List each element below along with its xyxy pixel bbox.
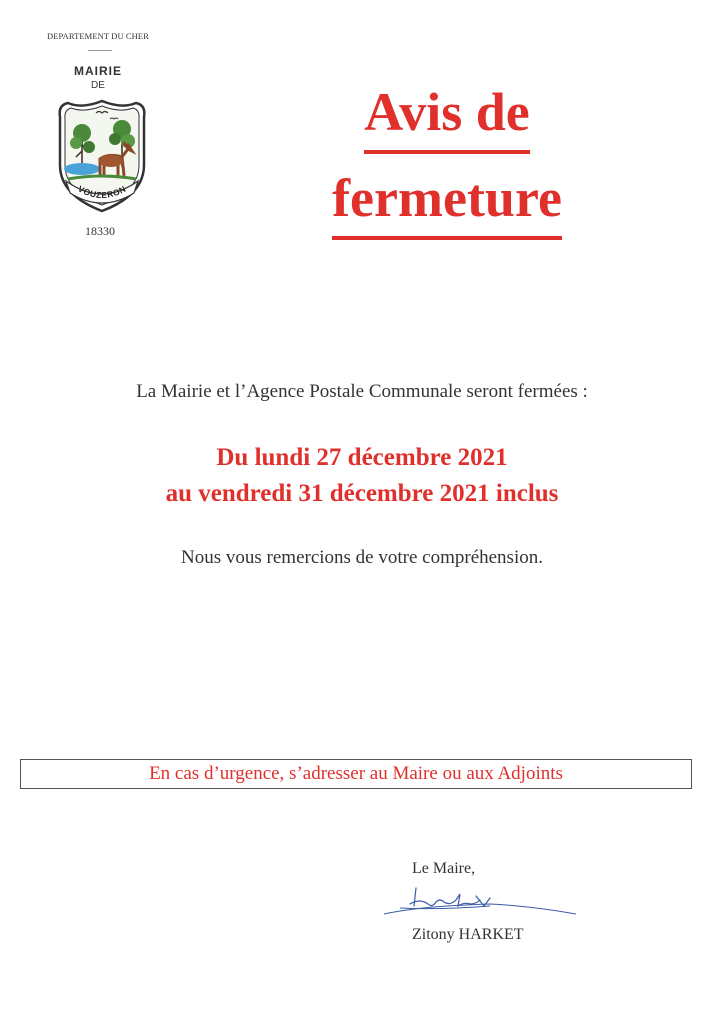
crest-name: VOUZERON [76, 183, 128, 201]
postcode: 18330 [85, 224, 115, 238]
date-line-1: Du lundi 27 décembre 2021 [216, 444, 508, 471]
title-line-1: Avis de [364, 76, 530, 154]
department-label: DEPARTEMENT DU CHER [47, 31, 149, 41]
header-divider [88, 50, 112, 51]
thanks-message: Nous vous remercions de votre compréhension. [181, 547, 543, 568]
urgent-notice-box [20, 759, 692, 789]
mairie-label: MAIRIE [74, 64, 122, 78]
title-line-2: fermeture [332, 162, 562, 240]
notice-title [270, 76, 624, 240]
closure-dates [0, 440, 724, 512]
signature-name: Zitony HARKET [412, 926, 524, 943]
closure-intro: La Mairie et l’Agence Postale Communale seront fermées : [136, 381, 588, 402]
urgent-notice-text: En cas d’urgence, s’adresser au Maire ou aux Adjoints [149, 763, 563, 784]
date-line-2: au vendredi 31 décembre 2021 inclus [165, 480, 559, 507]
signature-role: Le Maire, [412, 860, 476, 877]
town-crest-icon [52, 95, 152, 215]
handwritten-signature-icon [380, 884, 580, 924]
de-label: DE [91, 80, 105, 91]
